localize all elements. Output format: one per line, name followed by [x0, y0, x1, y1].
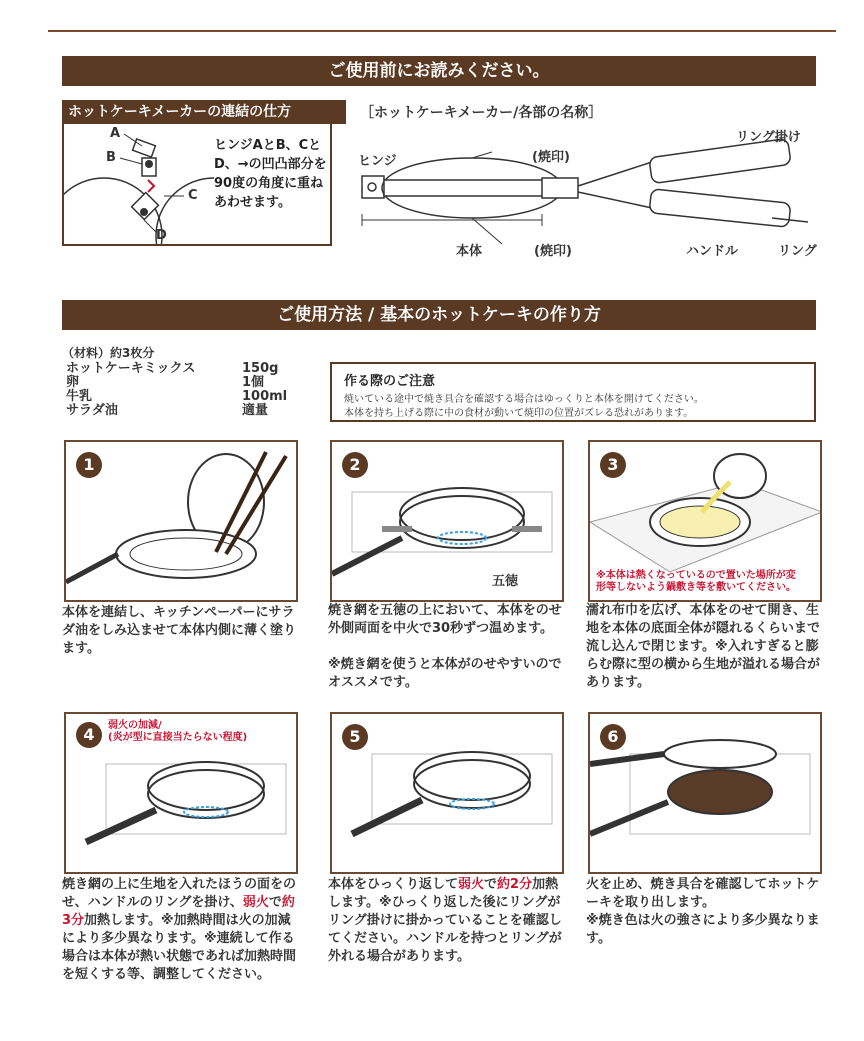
step-5-illustration	[330, 712, 564, 874]
caution-line-2: 本体を持ち上げる際に中の食材が動いて焼印の位置がズレる恐れがあります。	[344, 408, 694, 419]
material-amount-1: 150g	[242, 361, 279, 376]
step-1-text: 本体を連結し、キッチンペーパーにサラダ油をしみ込ませて本体内側に薄く塗ります。	[62, 605, 297, 656]
step-3-image-note-1: ※本体は熱くなっているので置いた場所が変	[596, 570, 796, 581]
step-2-number: 2	[342, 452, 368, 478]
hinge-label-d: D	[156, 228, 167, 243]
step-6-number: 6	[600, 724, 626, 750]
hinge-part-label: ヒンジ	[358, 154, 397, 169]
step-6-illustration	[588, 712, 822, 874]
before-use-banner: ご使用前にお読みください。	[62, 56, 816, 86]
ring-label: リング	[778, 244, 817, 259]
step-6-text: 火を止め、焼き具合を確認してホットケーキを取り出します。	[586, 877, 820, 910]
step-5-drawing	[332, 714, 564, 874]
step-6-drawing	[590, 714, 822, 874]
step-2-drawing	[332, 442, 564, 602]
step-4-number: 4	[76, 722, 102, 748]
ring-hook-label: リング掛け	[736, 130, 801, 145]
usage-banner: ご使用方法 / 基本のホットケーキの作り方	[62, 300, 816, 330]
connect-title: ホットケーキメーカーの連結の仕方	[62, 100, 346, 124]
step-4-text-1: 焼き網の上に生地を入れたほうの面をのせ、ハンドルのリングを掛け、	[62, 877, 297, 910]
caution-title: 作る際のご注意	[344, 374, 436, 389]
step-5-text-1: 本体をひっくり返して	[328, 877, 459, 892]
connect-panel	[62, 124, 332, 246]
step-4-text	[62, 876, 302, 984]
hinge-label-b: B	[106, 150, 116, 165]
step-3-illustration	[588, 440, 822, 602]
material-amount-4: 適量	[242, 403, 269, 418]
step-4-image-note-1: 弱火の加減/	[108, 720, 162, 731]
step-6-note: ※焼き色は火の強さにより多少異なります。	[586, 913, 820, 946]
hinge-label-a: A	[110, 126, 121, 141]
parts-title: ［ホットケーキメーカー/各部の名称］	[360, 105, 603, 121]
step-4-illustration	[64, 712, 298, 874]
step-2-illustration	[330, 440, 564, 602]
step-1-illustration	[64, 440, 298, 602]
gotoku-label: 五徳	[492, 574, 519, 589]
hinge-diagram	[64, 124, 214, 246]
material-name-2: 卵	[66, 375, 80, 390]
step-3-image-note-2: 形等しないよう鍋敷き等を敷いてください。	[596, 582, 796, 593]
handle-label: ハンドル	[686, 244, 739, 259]
materials-title: （材料）約3枚分	[62, 346, 155, 360]
material-name-4: サラダ油	[66, 403, 118, 418]
step-2-note: ※焼き網を使うと本体がのせやすいのでオススメです。	[328, 657, 562, 690]
connect-instructions: ヒンジAとB、CとD、→の凹凸部分を90度の角度に重ねあわせます。	[214, 138, 327, 210]
step-3-number: 3	[600, 452, 626, 478]
step-5-text-3: で	[484, 877, 498, 892]
step-4-duration: 約3分	[62, 895, 295, 928]
step-1-number: 1	[76, 452, 102, 478]
mark-bottom-label: (焼印)	[534, 244, 572, 259]
step-1-drawing	[66, 442, 298, 602]
step-4-image-note-2: (炎が型に直接当たらない程度)	[108, 732, 248, 743]
step-5-low-heat: 弱火	[458, 877, 485, 892]
material-name-3: 牛乳	[66, 389, 93, 404]
body-label: 本体	[456, 244, 483, 259]
step-2-text: 焼き網を五徳の上において、本体をのせ外側両面を中火で30秒ずつ温めます。	[328, 603, 562, 636]
step-5-number: 5	[342, 724, 368, 750]
step-4-text-5: 加熱します。※加熱時間は火の加減により多少異なります。※連続して作る場合は本体が熱い状態であれば加熱時間を短くする等、調整してください。	[62, 913, 297, 982]
material-amount-2: 1個	[242, 375, 265, 390]
step-3-text: 濡れ布巾を広げ、本体をのせて開き、生地を本体の底面全体が隠れるくらいまで流し込んで閉じます。※入れすぎると膨らむ際に型の横から生地が溢れる場合があります。	[586, 603, 821, 690]
step-5-text	[328, 876, 568, 966]
material-name-1: ホットケーキミックス	[66, 361, 196, 376]
step-5-duration: 約2分	[497, 877, 533, 892]
top-divider	[48, 30, 836, 32]
step-4-text-3: で	[268, 895, 282, 910]
material-amount-3: 100ml	[242, 389, 288, 404]
mark-top-label: (焼印)	[532, 150, 570, 165]
step-4-drawing	[66, 714, 298, 874]
hinge-label-c: C	[188, 188, 198, 203]
step-4-low-heat: 弱火	[242, 895, 269, 910]
step-5-text-5: 加熱します。※ひっくり返した後にリングがリング掛けに掛かっていることを確認してください。ハンドルを持つとリングが外れる場合があります。	[328, 877, 562, 964]
caution-box	[330, 362, 816, 422]
caution-line-1: 焼いている途中で焼き具合を確認する場合はゆっくりと本体を開けてください。	[344, 394, 704, 405]
